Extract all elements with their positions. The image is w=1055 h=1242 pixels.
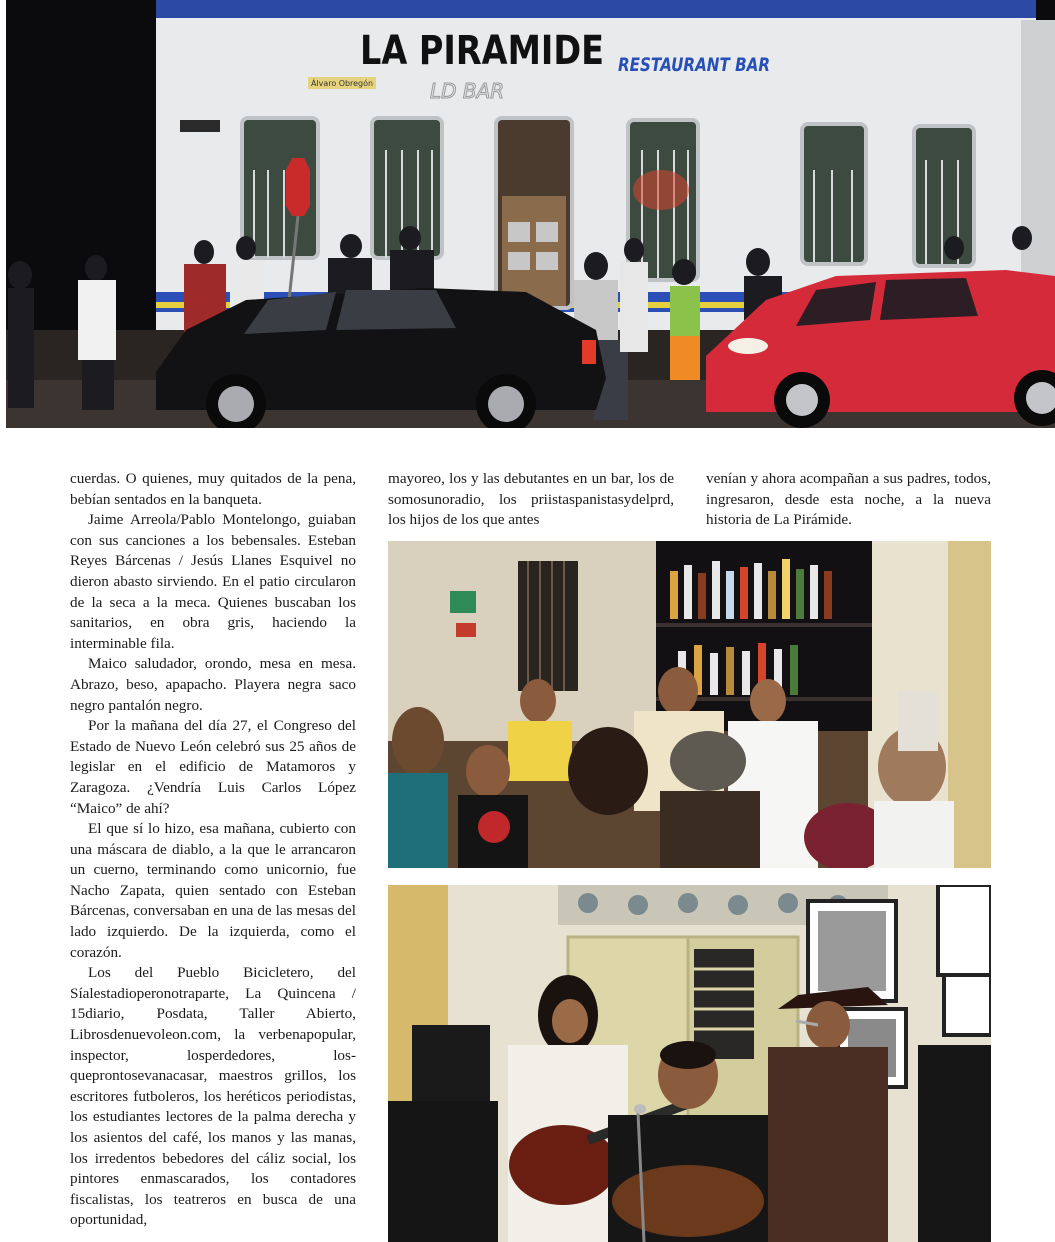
article-column-3 xyxy=(706,469,991,531)
paragraph: Por la mañana del día 27, el Congreso del Estado de Nuevo León celebró sus 25 años de legislar en el edificio de Matamoros y Zaragoza. ¿Vendría Luis Carlos López “Maico” de ahí? xyxy=(70,717,356,817)
street-sign: Álvaro Obregón xyxy=(311,79,374,88)
paragraph: venían y ahora acompañan a sus padres, todos, ingresaron, desde esta noche, a la nueva historia de La Pirámide. xyxy=(706,470,991,529)
paragraph: cuerdas. O quienes, muy quitados de la pena, bebían sentados en la banqueta. xyxy=(70,470,356,508)
paragraph: mayoreo, los y las debutantes en un bar, los de somosunoradio, los priistaspanistasydelprd, los hijos de los que antes xyxy=(388,470,674,529)
article-column-1 xyxy=(70,469,356,1242)
paragraph: Maico saludador, orondo, mesa en mesa. Abrazo, beso, apapacho. Playera negra saco negro pantalón negro. xyxy=(70,655,356,714)
sign-la-piramide: LA PIRAMIDE xyxy=(360,28,604,74)
paragraph: Jaime Arreola/Pablo Montelongo, guiaban con sus canciones a los bebensales. Esteban Reyes Bárcenas / Jesús Llanes Esquivel no dieron abasto sirviendo. En el patio circularon de la seca a la meca. Quienes buscaban los sanitarios, en obra gris, haciendo la interminable fila. xyxy=(70,511,356,652)
graffiti-text: LD BAR xyxy=(430,79,505,103)
hero-photo-la-piramide-facade xyxy=(6,0,1055,428)
band-performance-photo xyxy=(388,885,991,1242)
sign-restaurant-bar: RESTAURANT BAR xyxy=(618,54,770,76)
article-column-2 xyxy=(388,469,674,531)
paragraph: Los del Pueblo Bicicletero, del Síalestadioperonotraparte, La Quincena / 15diario, Posdata, Taller Abierto, Librosdenuevoleon.com, la verbenapopular, inspector, losperdedores, losqueprontosevanacasar, maestros grillos, los escritores futboleros, los heréticos periodistas, los estudiantes lectores de la palma derecha y los asientos del café, los manos y las manas, los irredentos bebedores del cáliz social, los pintores enmascarados, los contadores fiscalistas, los teatreros en busca de una oportunidad, xyxy=(70,964,356,1229)
paragraph: El que sí lo hizo, esa mañana, cubierto con una máscara de diablo, a la que le arrancaron un cuerno, terminando como unicornio, fue Nacho Zapata, quien sentado con Esteban Bárcenas, conversaban en una de las mesas del lado izquierdo. De la izquierda, como el corazón. xyxy=(70,820,356,961)
bar-interior-photo xyxy=(388,541,991,868)
